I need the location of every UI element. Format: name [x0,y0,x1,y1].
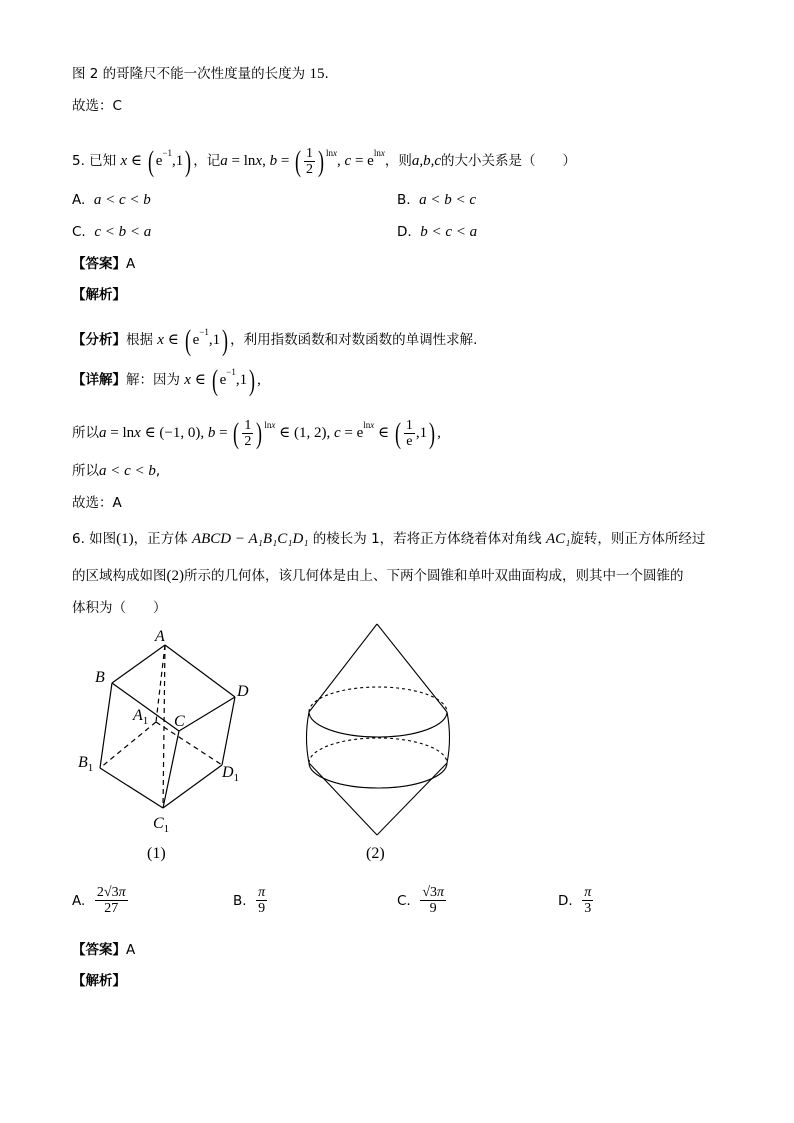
q6-text: 的棱长为 1，若将正方体绕着体对角线 [308,531,546,547]
diagonal-name: AC₁ [545,531,571,547]
option-d-fraction: $\frac{\pi}{3}$ [584,885,592,916]
edge [112,645,165,683]
derivation-math: a = lnx ∈ (−1, 0), b = ( $\frac{1}{2}$ ) $^{lnx}$ ∈ (1, 2), $c = e^{lnx}$ ∈ ( $\frac{1}{e}$ ,1) , [99,417,441,450]
edge [163,731,179,808]
q6-analysis-tag [72,971,126,991]
diagonal [163,645,165,808]
label-letter: A [133,707,143,724]
option-label: A. [72,192,86,208]
fig1-ref: (1) [116,531,134,547]
q6-answer [72,940,135,960]
fenxi-math: x ∈ ( $e^{-1},1$) [157,324,229,357]
q6-option-a [72,885,129,916]
q6-text: 的区域构成如图 [72,568,167,584]
answer-tag: 【答案】 [72,942,126,958]
option-b-fraction: $\frac{\pi}{9}$ [258,885,266,916]
lower-ellipse-back [309,738,447,763]
upper-ellipse-back [309,687,447,712]
upper-ellipse-front [309,712,447,737]
fenxi-post: ，利用指数函数和对数函数的单调性求解. [230,332,478,348]
label-d1 [221,764,239,784]
option-expr: b < c < a [420,224,478,240]
intro-number: 15 [309,66,325,82]
xiangjie-math: x ∈ ( $e^{-1},1$) , [184,364,261,397]
label-a1 [132,707,148,727]
option-label: C. [397,892,411,909]
q6-text: 6. 如图 [72,531,117,547]
label-subscript: 1 [142,715,149,727]
edge [179,697,235,731]
caption-2: (2) [366,845,385,862]
q5-then-text: ，则 [384,153,412,169]
q6-text: 旋转，则正方体所经过 [570,531,706,547]
q5-number: 5. 已知 [72,153,121,169]
q5-domain-math: x ∈ ( $e^{-1},1$) [120,145,192,178]
fenxi-tag: 【分析】 [72,332,126,348]
q5-vars: a,b,c [411,153,442,169]
q6-option-d [558,885,594,916]
suoyi2-text: 所以 [72,463,99,479]
q6-stem-line3: 体积为（ ） [72,600,167,616]
label-b: B [95,669,105,686]
option-expr: a < c < b [93,192,151,208]
answer-value: A [126,942,136,958]
option-label: B. [233,892,247,909]
label-b1 [78,754,93,774]
intro-period: . [324,66,329,82]
q6-option-b [233,885,268,916]
analysis-tag: 【解析】 [72,973,126,989]
option-expr: c < b < a [94,224,152,240]
suoyi-text: 所以 [72,425,99,441]
q6-text: 所示的几何体，该几何体是由上、下两个圆锥和单叶双曲面构成，则其中一个圆锥的 [184,568,684,584]
option-c-fraction: $\frac{√3\pi}{9}$ [422,885,445,916]
hidden-edge [100,722,156,768]
answer-value: A [126,256,136,272]
hyperboloid-side [307,712,310,763]
label-subscript: 1 [163,823,170,835]
label-letter: C [153,815,164,832]
caption-1: (1) [147,845,166,862]
edge [163,765,222,808]
label-letter: D [222,764,234,781]
option-label: D. [558,892,573,909]
q5-conclusion: 所以a < c < b, [72,463,161,479]
option-label: A. [72,892,86,909]
q5-ask-text: 的大小关系是（ ） [441,153,577,169]
q6-option-c [397,885,447,916]
option-expr: a < b < c [419,192,477,208]
cone-edge [309,624,377,712]
fig2-ref: (2) [166,568,184,584]
analysis-tag: 【解析】 [72,287,126,303]
xiangjie-tag: 【详解】 [72,372,126,388]
cone-edge [377,763,447,835]
option-label: D. [397,224,412,240]
xiangjie-pre: 解：因为 [126,372,185,388]
order-expr: a < c < b [99,463,156,479]
cone-edge [377,624,447,712]
q5-let-text: ，记 [193,153,221,169]
edge [222,697,235,765]
hidden-edge [156,722,222,765]
q6-text: ，正方体 [133,531,192,547]
answer-tag: 【答案】 [72,256,126,272]
edge [100,683,112,768]
label-a: A [155,628,165,645]
cube-name: ABCD − A₁B₁C₁D₁ [191,531,309,547]
option-a-fraction: $\frac{2√3\pi}{27}$ [96,885,126,916]
option-label: B. [397,192,411,208]
q5-choice: 故选：A [72,495,122,511]
fenxi-pre: 根据 [126,332,158,348]
q5-definitions-math: a = lnx, b = ( $\frac{1}{2}$ ) $^{lnx}$, $c = e^{lnx}$ [220,145,385,178]
hyperboloid-side [447,712,450,763]
intro-choice: 故选：C [72,98,122,114]
label-subscript: 1 [233,772,240,784]
cone-edge [309,763,377,835]
label-subscript: 1 [87,762,94,774]
solid-figure [307,624,450,835]
option-label: C. [72,224,86,240]
label-c1 [153,815,169,835]
cube-figure [100,645,235,808]
edge [100,768,163,808]
edge [165,645,235,697]
label-c: C [174,713,185,730]
label-d: D [237,683,249,700]
intro-text: 图 2 的哥隆尺不能一次性度量的长度为 [72,66,310,82]
label-letter: B [78,754,88,771]
